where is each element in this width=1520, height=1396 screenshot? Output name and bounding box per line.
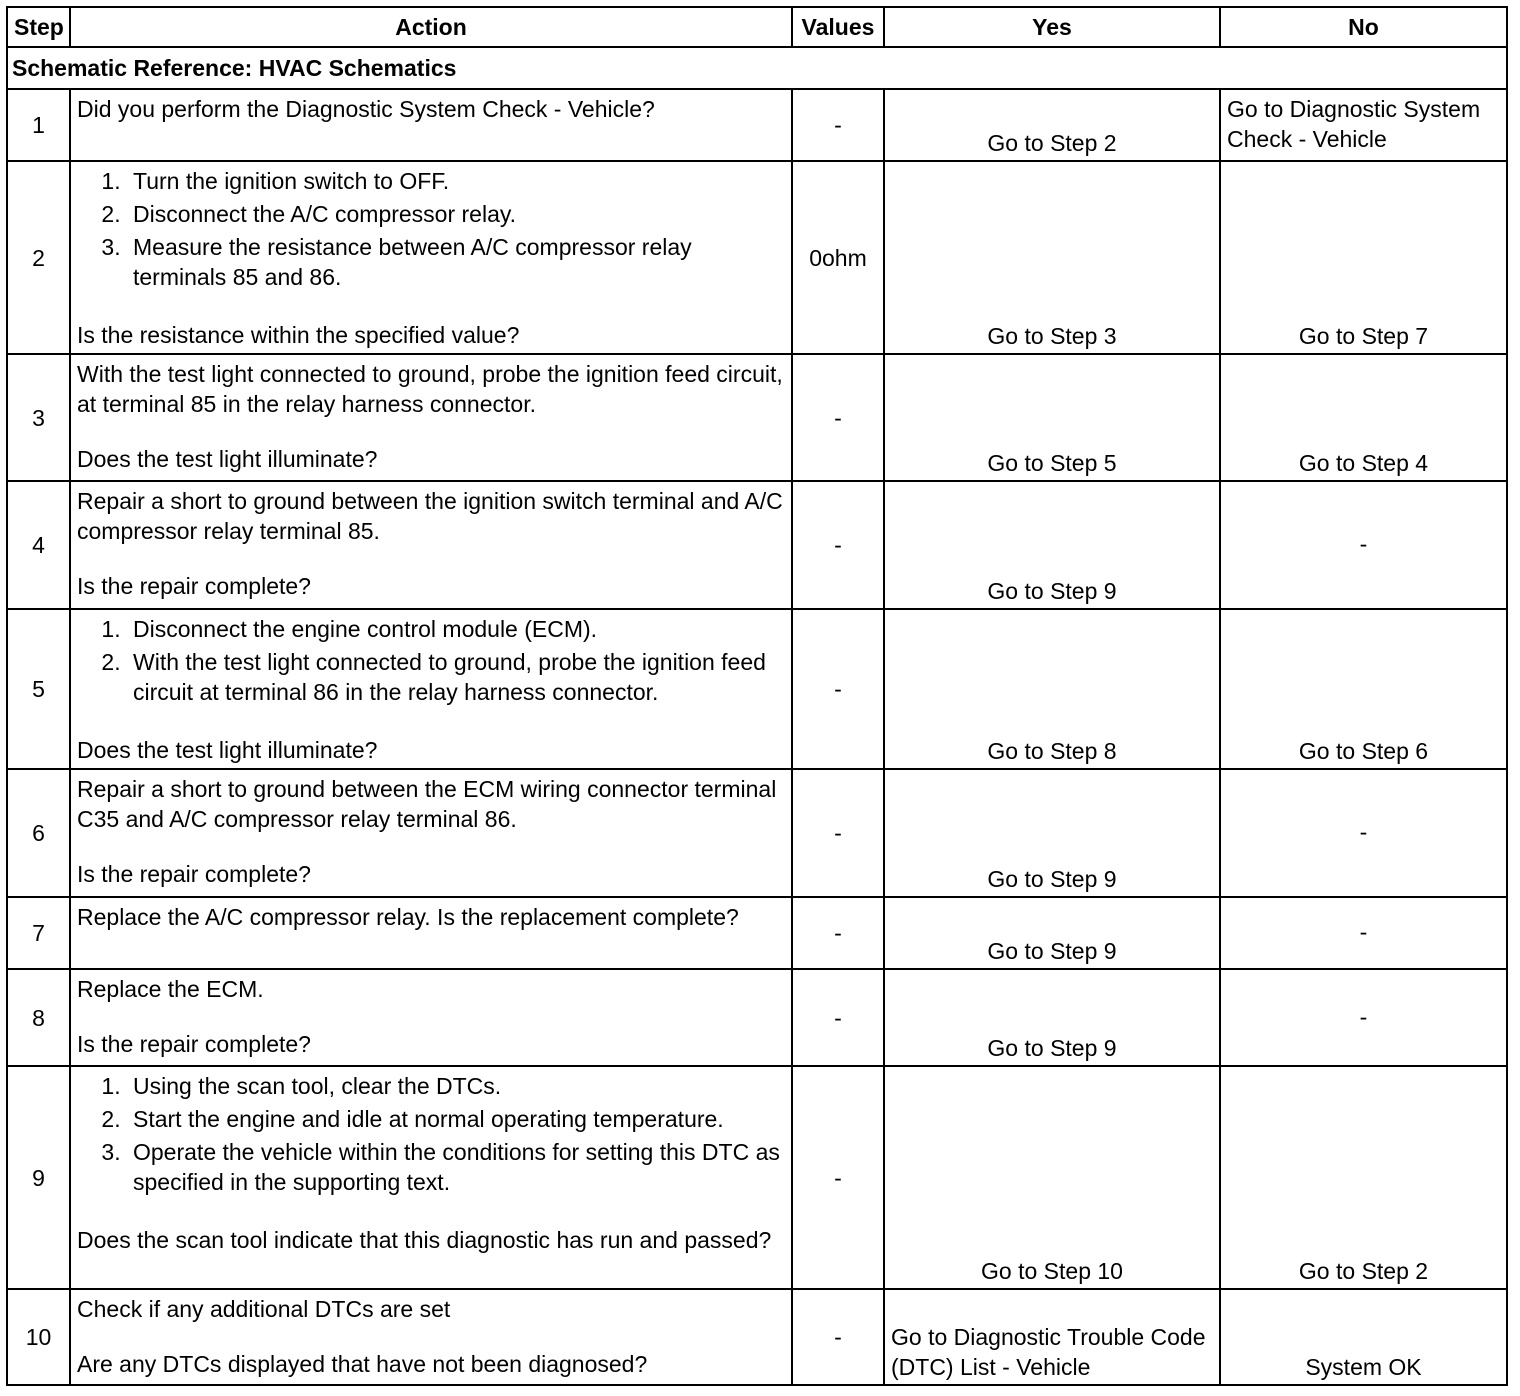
yes-cell: Go to Step 9: [884, 969, 1220, 1066]
step-number: 3: [7, 354, 70, 481]
action-text: Replace the ECM.: [77, 976, 264, 1002]
step-number: 10: [7, 1289, 70, 1385]
action-text: With the test light connected to ground, probe the ignition feed circuit, at terminal 85 in the relay harness connector.: [77, 361, 783, 417]
table-row: [7, 354, 1507, 481]
action-cell: [70, 354, 792, 481]
table-row: [7, 1289, 1507, 1385]
value-cell: -: [792, 481, 884, 609]
action-question: Does the test light illuminate?: [77, 737, 378, 763]
action-cell: [70, 609, 792, 769]
action-question: Is the repair complete?: [77, 861, 311, 887]
value-cell: -: [792, 354, 884, 481]
diagnostic-table: [6, 6, 1508, 1386]
action-text: Replace the A/C compressor relay. Is the replacement complete?: [77, 904, 739, 930]
table-row: [7, 897, 1507, 969]
action-list-item: 1. Disconnect the engine control module (ECM).: [127, 614, 785, 644]
no-cell: -: [1220, 897, 1507, 969]
table-row: [7, 481, 1507, 609]
step-number: 4: [7, 481, 70, 609]
yes-cell: Go to Step 9: [884, 897, 1220, 969]
step-number: 8: [7, 969, 70, 1066]
action-question: Does the test light illuminate?: [77, 446, 378, 472]
action-text: Check if any additional DTCs are set: [77, 1296, 451, 1322]
action-list-item: 2. Start the engine and idle at normal operating temperature.: [127, 1104, 785, 1134]
value-cell: -: [792, 89, 884, 161]
action-list-item: 2. Disconnect the A/C compressor relay.: [127, 199, 785, 229]
table-row: [7, 969, 1507, 1066]
action-question: Does the scan tool indicate that this diagnostic has run and passed?: [77, 1227, 772, 1253]
no-cell: -: [1220, 969, 1507, 1066]
action-question: Is the repair complete?: [77, 1031, 311, 1057]
value-cell: -: [792, 969, 884, 1066]
action-list-item: 2. With the test light connected to ground, probe the ignition feed circuit at terminal 86 in the relay harness connector.: [127, 647, 785, 707]
table-row: [7, 609, 1507, 769]
action-cell: [70, 969, 792, 1066]
schematic-reference: Schematic Reference: HVAC Schematics: [7, 47, 1507, 89]
step-number: 2: [7, 161, 70, 354]
value-cell: -: [792, 769, 884, 897]
table-row: [7, 1066, 1507, 1289]
step-number: 5: [7, 609, 70, 769]
header-step: Step: [7, 7, 70, 47]
yes-cell: Go to Step 5: [884, 354, 1220, 481]
action-text: Repair a short to ground between the ECM wiring connector terminal C35 and A/C compressor relay terminal 86.: [77, 776, 777, 832]
action-question: Is the resistance within the specified value?: [77, 322, 520, 348]
value-cell: 0ohm: [792, 161, 884, 354]
step-number: 6: [7, 769, 70, 897]
value-cell: -: [792, 609, 884, 769]
action-list: [77, 1071, 785, 1197]
action-cell: [70, 897, 792, 969]
no-cell: -: [1220, 769, 1507, 897]
header-row: [7, 7, 1507, 47]
action-cell: [70, 161, 792, 354]
no-cell: Go to Step 6: [1220, 609, 1507, 769]
yes-cell: Go to Step 9: [884, 481, 1220, 609]
table-row: [7, 161, 1507, 354]
no-cell: Go to Diagnostic System Check - Vehicle: [1220, 89, 1507, 161]
yes-cell: Go to Step 2: [884, 89, 1220, 161]
no-cell: Go to Step 4: [1220, 354, 1507, 481]
action-list-item: 1. Turn the ignition switch to OFF.: [127, 166, 785, 196]
action-cell: [70, 1066, 792, 1289]
no-cell: -: [1220, 481, 1507, 609]
header-action: Action: [70, 7, 792, 47]
no-cell: Go to Step 2: [1220, 1066, 1507, 1289]
step-number: 9: [7, 1066, 70, 1289]
schematic-reference-row: [7, 47, 1507, 89]
yes-cell: Go to Step 8: [884, 609, 1220, 769]
action-cell: [70, 1289, 792, 1385]
table-row: [7, 89, 1507, 161]
action-cell: [70, 769, 792, 897]
action-text: Repair a short to ground between the ignition switch terminal and A/C compressor relay terminal 85.: [77, 488, 783, 544]
table-row: [7, 769, 1507, 897]
value-cell: -: [792, 1066, 884, 1289]
value-cell: -: [792, 1289, 884, 1385]
yes-cell: Go to Step 9: [884, 769, 1220, 897]
yes-cell: Go to Step 3: [884, 161, 1220, 354]
step-number: 7: [7, 897, 70, 969]
yes-cell: Go to Step 10: [884, 1066, 1220, 1289]
action-cell: [70, 89, 792, 161]
action-list-item: 1. Using the scan tool, clear the DTCs.: [127, 1071, 785, 1101]
no-cell: System OK: [1220, 1289, 1507, 1385]
value-cell: -: [792, 897, 884, 969]
action-list-item: 3. Operate the vehicle within the conditions for setting this DTC as specified in the supporting text.: [127, 1137, 785, 1197]
yes-cell: Go to Diagnostic Trouble Code (DTC) List - Vehicle: [884, 1289, 1220, 1385]
no-cell: Go to Step 7: [1220, 161, 1507, 354]
action-list: [77, 166, 785, 292]
header-values: Values: [792, 7, 884, 47]
diagnostic-table-container: [6, 6, 1508, 1386]
header-no: No: [1220, 7, 1507, 47]
step-number: 1: [7, 89, 70, 161]
action-question: Are any DTCs displayed that have not been diagnosed?: [77, 1351, 648, 1377]
action-text: Did you perform the Diagnostic System Check - Vehicle?: [77, 96, 655, 122]
action-list-item: 3. Measure the resistance between A/C compressor relay terminals 85 and 86.: [127, 232, 785, 292]
action-list: [77, 614, 785, 707]
action-question: Is the repair complete?: [77, 573, 311, 599]
action-cell: [70, 481, 792, 609]
header-yes: Yes: [884, 7, 1220, 47]
